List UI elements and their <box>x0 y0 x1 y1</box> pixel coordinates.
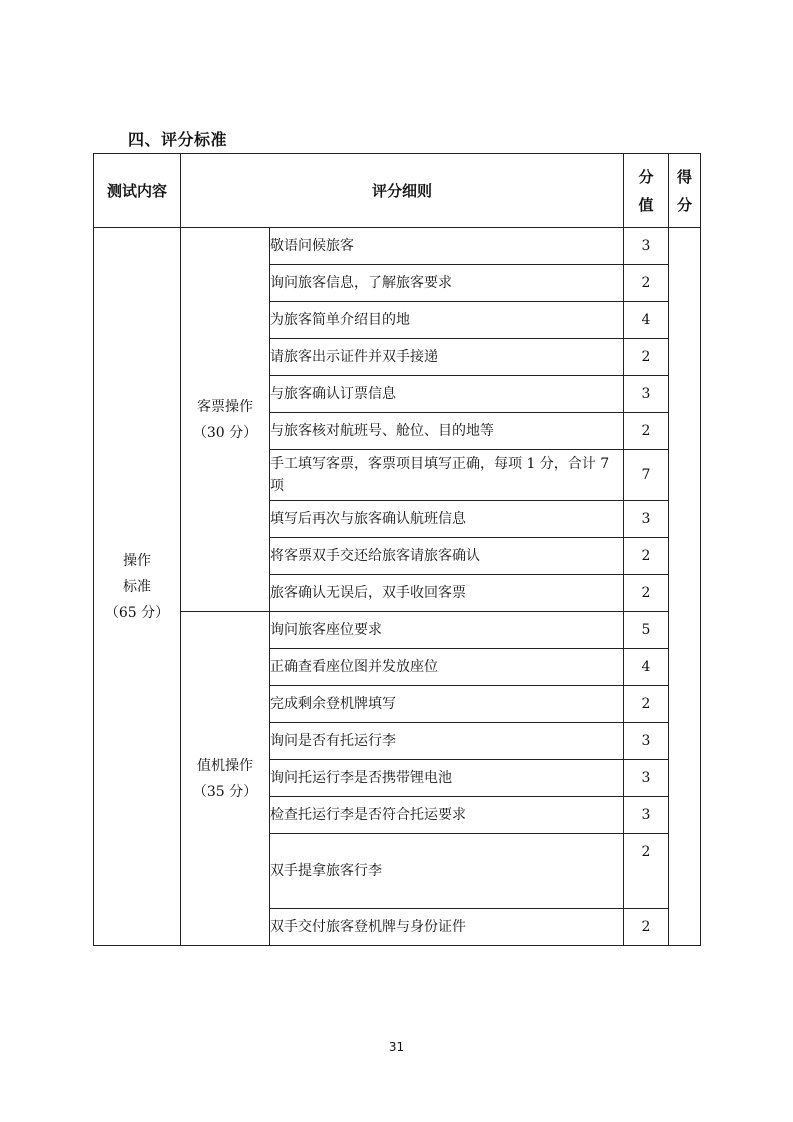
obtained-score-cell <box>669 228 701 946</box>
item-text: 询问旅客信息，了解旅客要求 <box>270 265 624 302</box>
header-obtained-score <box>669 154 701 228</box>
item-text: 将客票双手交还给旅客请旅客确认 <box>270 538 624 575</box>
item-text: 询问旅客座位要求 <box>270 612 624 649</box>
header-got-char-1: 得 <box>677 167 693 186</box>
page-number: 31 <box>388 1040 405 1054</box>
item-score: 2 <box>624 265 669 302</box>
item-text: 旅客确认无误后，双手收回客票 <box>270 575 624 612</box>
table-header-row <box>94 154 701 228</box>
item-score: 7 <box>624 450 669 501</box>
item-score: 3 <box>624 797 669 834</box>
item-score: 2 <box>624 575 669 612</box>
item-text: 双手交付旅客登机牌与身份证件 <box>270 909 624 946</box>
category-cell <box>94 228 181 946</box>
item-score: 3 <box>624 723 669 760</box>
category-line-3: （65 分） <box>104 604 170 621</box>
item-text: 双手提拿旅客行李 <box>270 834 624 909</box>
item-score: 3 <box>624 228 669 265</box>
item-score: 2 <box>624 686 669 723</box>
item-text: 检查托运行李是否符合托运要求 <box>270 797 624 834</box>
group-points: （30 分） <box>192 424 258 441</box>
header-score-char-1: 分 <box>638 167 654 186</box>
item-score: 2 <box>624 538 669 575</box>
item-text: 正确查看座位图并发放座位 <box>270 649 624 686</box>
group-points: （35 分） <box>192 783 258 800</box>
category-line-1: 操作 <box>123 552 151 569</box>
group-name: 值机操作 <box>197 757 253 774</box>
item-text: 手工填写客票，客票项目填写正确，每项 1 分，合计 7 项 <box>270 450 624 501</box>
item-text: 完成剩余登机牌填写 <box>270 686 624 723</box>
item-score: 4 <box>624 649 669 686</box>
item-text: 询问是否有托运行李 <box>270 723 624 760</box>
scoring-table <box>93 153 701 946</box>
header-score-value <box>624 154 669 228</box>
item-score: 2 <box>624 339 669 376</box>
item-score: 3 <box>624 760 669 797</box>
item-score: 3 <box>624 501 669 538</box>
table-row <box>94 228 701 265</box>
item-score: 2 <box>624 413 669 450</box>
item-score: 3 <box>624 376 669 413</box>
group-checkin-operation <box>181 612 270 946</box>
group-name: 客票操作 <box>197 398 253 415</box>
item-score: 2 <box>624 909 669 946</box>
category-line-2: 标准 <box>123 578 151 595</box>
item-text: 请旅客出示证件并双手接递 <box>270 339 624 376</box>
table-row <box>94 612 701 649</box>
item-score: 2 <box>624 834 669 909</box>
item-text: 与旅客核对航班号、舱位、目的地等 <box>270 413 624 450</box>
item-text: 与旅客确认订票信息 <box>270 376 624 413</box>
header-test-content: 测试内容 <box>94 154 181 228</box>
group-ticket-operation <box>181 228 270 612</box>
item-text: 询问托运行李是否携带锂电池 <box>270 760 624 797</box>
header-score-char-2: 值 <box>638 195 654 214</box>
header-got-char-2: 分 <box>677 195 693 214</box>
header-scoring-detail: 评分细则 <box>181 154 624 228</box>
item-text: 为旅客简单介绍目的地 <box>270 302 624 339</box>
item-score: 5 <box>624 612 669 649</box>
section-heading: 四、评分标准 <box>128 130 228 149</box>
item-score: 4 <box>624 302 669 339</box>
item-text: 敬语问候旅客 <box>270 228 624 265</box>
item-text: 填写后再次与旅客确认航班信息 <box>270 501 624 538</box>
